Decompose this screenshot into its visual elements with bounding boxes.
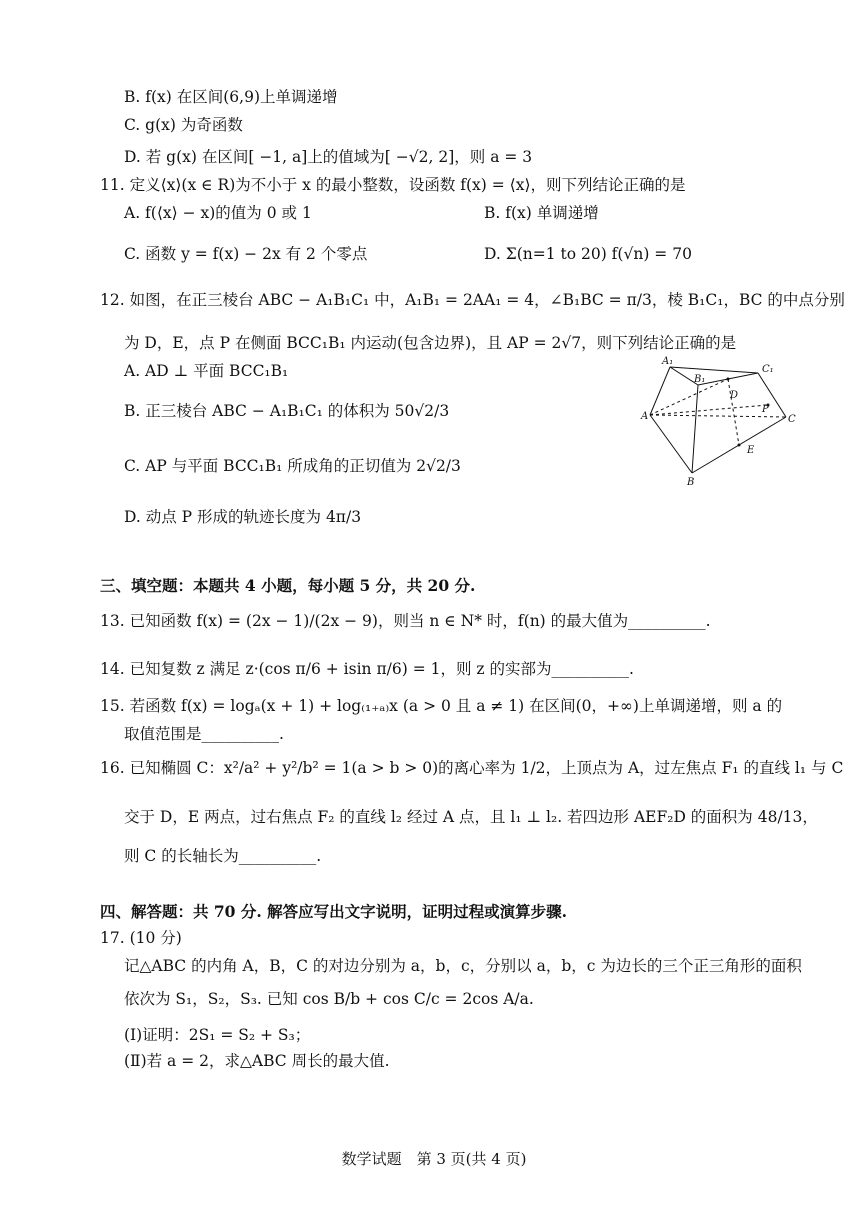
label-a: A — [641, 411, 649, 422]
q10-option-d: D. 若 g(x) 在区间[ −1, a]上的值域为[ −√2, 2]，则 a = 3 — [124, 148, 533, 166]
section4-title: 四、解答题：共 70 分. 解答应写出文字说明，证明过程或演算步骤. — [100, 902, 568, 921]
q12-option-a: A. AD ⊥ 平面 BCC₁B₁ — [124, 362, 289, 380]
q15-line2: 取值范围是__________. — [124, 725, 284, 743]
q12-option-b: B. 正三棱台 ABC − A₁B₁C₁ 的体积为 50√2/3 — [124, 402, 450, 420]
label-p: P — [762, 404, 769, 415]
label-d: D — [730, 390, 739, 401]
q12-option-c: C. AP 与平面 BCC₁B₁ 所成角的正切值为 2√2/3 — [124, 457, 461, 475]
q12-option-d: D. 动点 P 形成的轨迹长度为 4π/3 — [124, 508, 362, 526]
q16-line1: 16. 已知椭圆 C：x²/a² + y²/b² = 1(a > b > 0)的离心率为 1/2，上顶点为 A，过左焦点 F₁ 的直线 l₁ 与 C — [100, 759, 844, 777]
q10-option-b: B. f(x) 在区间(6,9)上单调递增 — [124, 88, 338, 106]
label-e: E — [747, 445, 755, 456]
q13: 13. 已知函数 f(x) = (2x − 1)/(2x − 9)，则当 n ∈ N* 时，f(n) 的最大值为__________. — [100, 612, 711, 630]
q16-line3: 则 C 的长轴长为__________. — [124, 847, 322, 865]
label-b: B — [687, 477, 695, 488]
frustum-figure — [640, 355, 800, 490]
q11-option-a: A. f(⟨x⟩ − x)的值为 0 或 1 — [124, 204, 312, 222]
q17-part2: (Ⅱ)若 a = 2，求△ABC 周长的最大值. — [124, 1052, 390, 1070]
q17-line1: 记△ABC 的内角 A，B，C 的对边分别为 a，b，c，分别以 a，b，c 为边长的三个正三角形的面积 — [124, 957, 802, 975]
label-c: C — [788, 414, 796, 425]
q15-line1: 15. 若函数 f(x) = logₐ(x + 1) + log₍₁₊ₐ₎x (a > 0 且 a ≠ 1) 在区间(0，+∞)上单调递增，则 a 的 — [100, 697, 783, 715]
q16-line2: 交于 D，E 两点，过右焦点 F₂ 的直线 l₂ 经过 A 点，且 l₁ ⊥ l₂. 若四边形 AEF₂D 的面积为 48/13， — [124, 808, 818, 826]
label-b1: B₁ — [694, 374, 706, 385]
label-a1: A₁ — [662, 356, 674, 367]
label-c1: C₁ — [762, 364, 774, 375]
q11-stem: 11. 定义⟨x⟩(x ∈ R)为不小于 x 的最小整数，设函数 f(x) = ⟨x⟩，则下列结论正确的是 — [100, 176, 686, 194]
page-footer: 数学试题 第 3 页(共 4 页) — [341, 1150, 527, 1168]
section3-title: 三、填空题：本题共 4 小题，每小题 5 分，共 20 分. — [100, 576, 476, 595]
q14: 14. 已知复数 z 满足 z·(cos π/6 + isin π/6) = 1，则 z 的实部为__________. — [100, 660, 634, 678]
q11-option-d: D. Σ(n=1 to 20) f(√n) = 70 — [484, 245, 692, 263]
q12-stem-line2: 为 D，E，点 P 在侧面 BCC₁B₁ 内运动(包含边界)，且 AP = 2√7，则下列结论正确的是 — [124, 334, 737, 352]
q12-stem-line1: 12. 如图，在正三棱台 ABC − A₁B₁C₁ 中，A₁B₁ = 2AA₁ = 4，∠B₁BC = π/3，棱 B₁C₁，BC 的中点分别 — [100, 291, 845, 309]
q11-option-b: B. f(x) 单调递增 — [484, 204, 599, 222]
q17-part1: (Ⅰ)证明：2S₁ = S₂ + S₃； — [124, 1026, 311, 1044]
q17-line2: 依次为 S₁，S₂，S₃. 已知 cos B/b + cos C/c = 2cos A/a. — [124, 990, 534, 1008]
q10-option-c: C. g(x) 为奇函数 — [124, 116, 243, 134]
q17-header: 17. (10 分) — [100, 929, 182, 947]
q11-option-c: C. 函数 y = f(x) − 2x 有 2 个零点 — [124, 245, 368, 263]
